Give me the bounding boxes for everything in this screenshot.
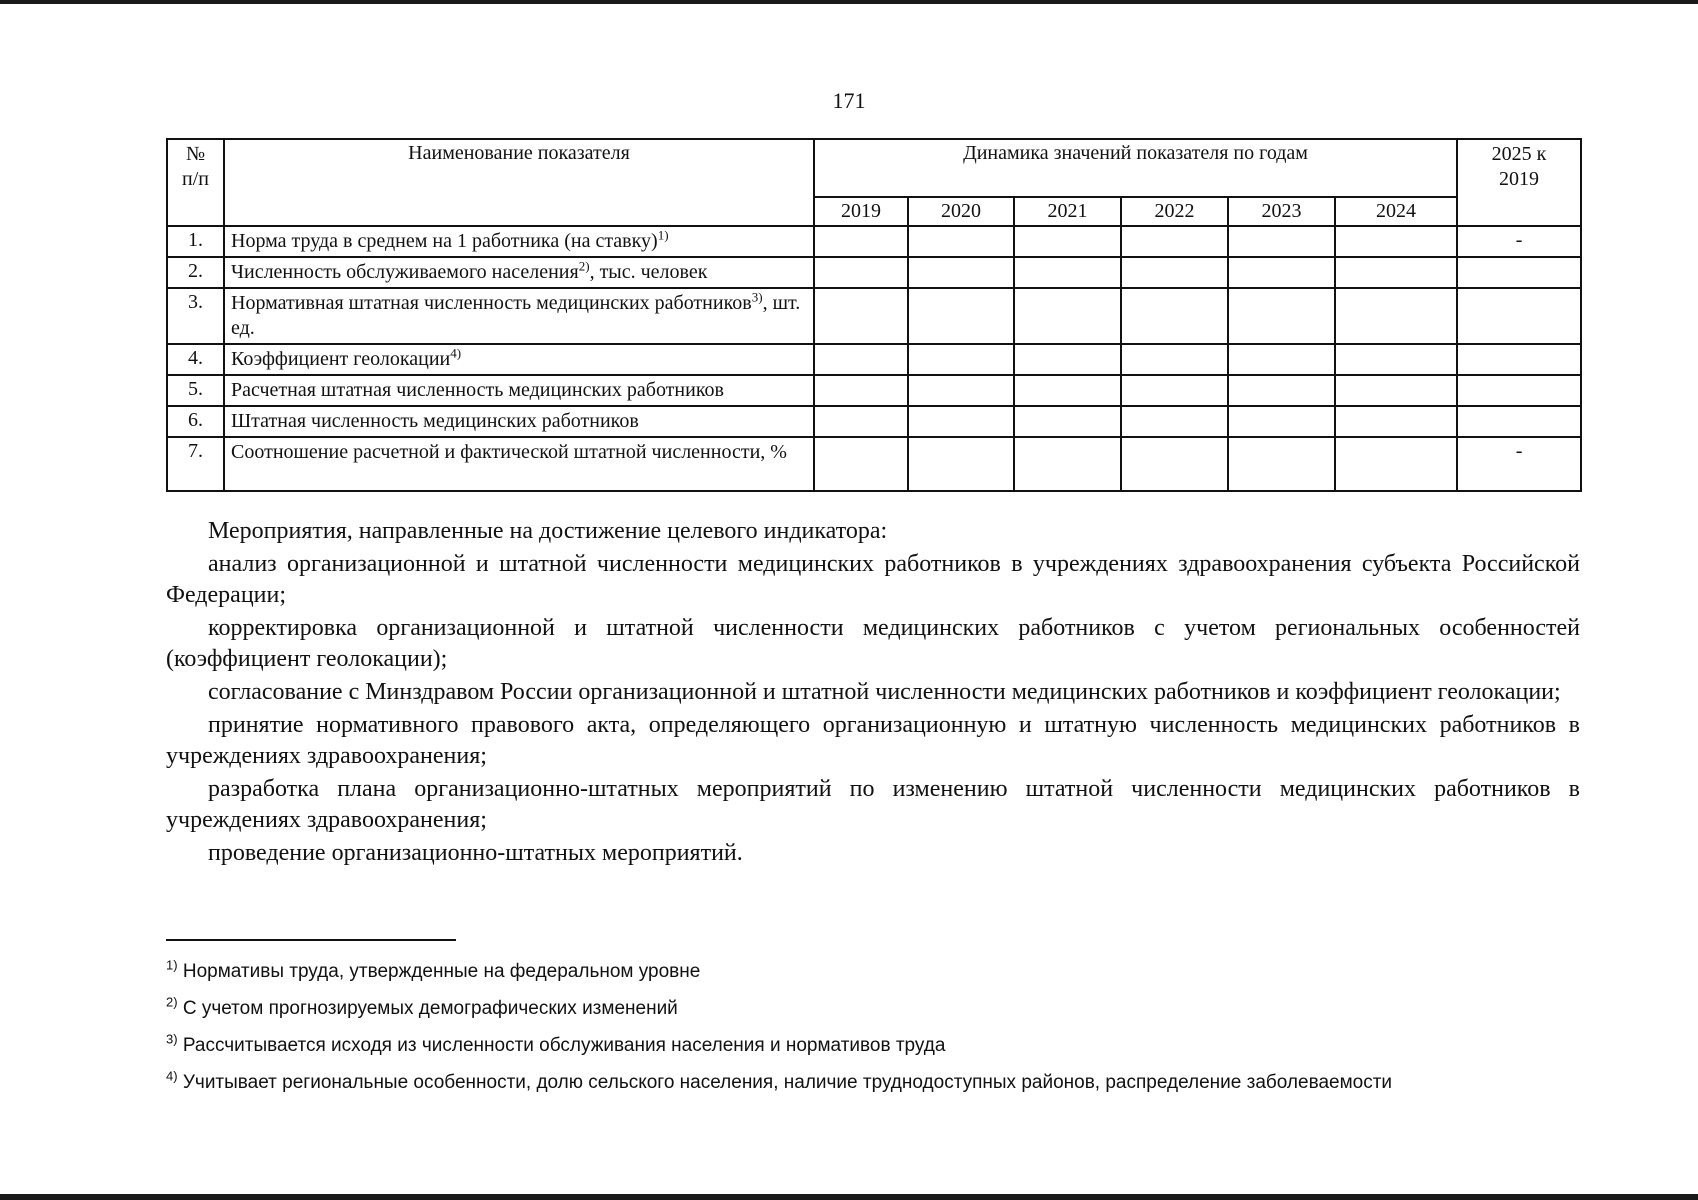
measure-item: корректировка организационной и штатной численности медицинских работников с учетом региональных особенностей (коэффициент геолокации); — [166, 615, 1580, 672]
row-number: 1. — [167, 226, 224, 257]
measures-heading: Мероприятия, направленные на достижение целевого индикатора: — [208, 518, 888, 544]
header-year: 2023 — [1228, 197, 1335, 226]
header-dynamics: Динамика значений показателя по годам — [814, 139, 1457, 197]
footnote-ref: 4) — [450, 345, 462, 361]
indicator-name: Норма труда в среднем на 1 работника (на ставку)$^{1)}$ — [224, 226, 814, 257]
row-number: 4. — [167, 344, 224, 375]
header-year: 2020 — [908, 197, 1014, 226]
footnote-ref: 3) — [751, 289, 763, 305]
comparison-value — [1457, 406, 1581, 437]
indicators-table — [166, 138, 1582, 492]
measure-item: анализ организационной и штатной численности медицинских работников в учреждениях здравоохранения субъекта Российской Федерации; — [166, 551, 1580, 608]
table-row — [167, 437, 1581, 491]
indicator-name: Соотношение расчетной и фактической штатной численности, % — [224, 437, 814, 491]
footnotes — [166, 957, 1580, 1108]
table-row — [167, 226, 1581, 257]
scan-border-top — [0, 0, 1698, 4]
measure-item: проведение организационно-штатных мероприятий. — [208, 840, 743, 866]
footnote-ref: 1) — [657, 227, 669, 243]
row-number: 5. — [167, 375, 224, 406]
table-row — [167, 288, 1581, 344]
indicator-name: Нормативная штатная численность медицинских работников$^{3)}$, шт. ед. — [224, 288, 814, 344]
comparison-value — [1457, 288, 1581, 344]
table-row — [167, 375, 1581, 406]
header-year: 2019 — [814, 197, 908, 226]
indicator-name: Коэффициент геолокации$^{4)}$ — [224, 344, 814, 375]
footnote: $^{4)}$ Учитывает региональные особенности, долю сельского населения, наличие труднодоступных районов, распределение заболеваемости — [166, 1068, 1393, 1093]
row-number: 2. — [167, 257, 224, 288]
footnote-mark: 2) — [166, 994, 178, 1010]
comparison-value: - — [1457, 226, 1581, 257]
measure-item: принятие нормативного правового акта, определяющего организационную и штатную численность медицинских работников в учреждениях здравоохранения; — [166, 712, 1580, 769]
page-number: 171 — [832, 88, 866, 113]
footnote: $^{1)}$ Нормативы труда, утвержденные на федеральном уровне — [166, 957, 701, 982]
footnote: $^{3)}$ Рассчитывается исходя из численности обслуживания населения и нормативов труда — [166, 1031, 946, 1056]
footnote-separator — [166, 939, 456, 941]
row-number: 6. — [167, 406, 224, 437]
indicator-name: Численность обслуживаемого населения$^{2)}$, тыс. человек — [224, 257, 814, 288]
comparison-value — [1457, 375, 1581, 406]
comparison-value: - — [1457, 437, 1581, 491]
indicator-name: Штатная численность медицинских работников — [224, 406, 814, 437]
header-2025-vs-2019: 2025 к 2019 — [1457, 139, 1581, 226]
indicator-name: Расчетная штатная численность медицинских работников — [224, 375, 814, 406]
footnote-mark: 3) — [166, 1031, 178, 1047]
comparison-value — [1457, 257, 1581, 288]
footnote-mark: 1) — [166, 957, 178, 973]
footnote: $^{2)}$ С учетом прогнозируемых демографических изменений — [166, 994, 678, 1019]
footnote-ref: 2) — [578, 258, 590, 274]
scan-border-bottom — [0, 1194, 1698, 1200]
header-indicator-name: Наименование показателя — [224, 139, 814, 226]
table-row — [167, 406, 1581, 437]
header-number: № п/п — [167, 139, 224, 226]
table-row — [167, 344, 1581, 375]
row-number: 3. — [167, 288, 224, 344]
footnote-mark: 4) — [166, 1068, 178, 1084]
header-year: 2024 — [1335, 197, 1457, 226]
header-year: 2021 — [1014, 197, 1121, 226]
measure-item: согласование с Минздравом России организационной и штатной численности медицинских работников и коэффициент геолокации; — [208, 679, 1561, 705]
row-number: 7. — [167, 437, 224, 491]
measures-section — [166, 516, 1580, 871]
comparison-value — [1457, 344, 1581, 375]
measure-item: разработка плана организационно-штатных мероприятий по изменению штатной численности медицинских работников в учреждениях здравоохранения; — [166, 776, 1580, 833]
table-row — [167, 257, 1581, 288]
header-year: 2022 — [1121, 197, 1228, 226]
